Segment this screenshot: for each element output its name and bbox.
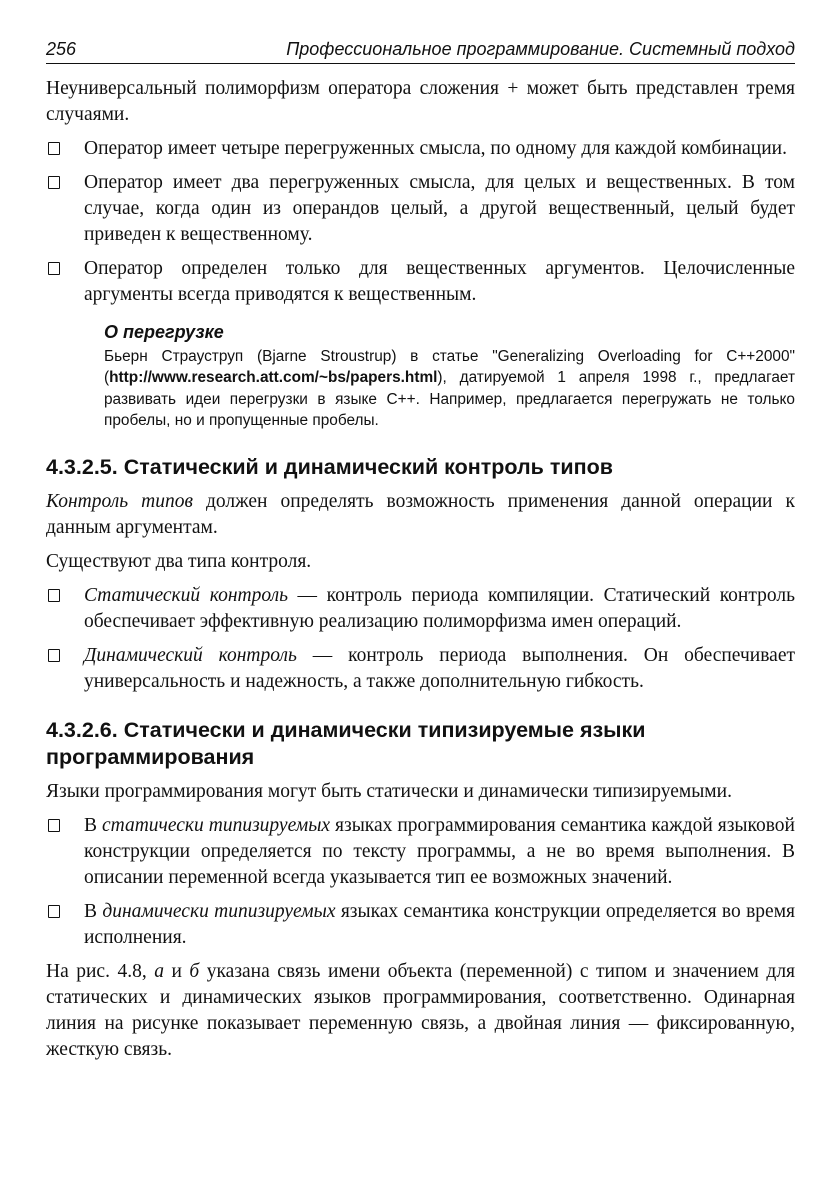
checkbox-bullet-icon [48, 649, 60, 662]
note-link: http://www.research.att.com/~bs/papers.html [109, 369, 438, 386]
list-item-text: языках программирования семантика каждой языковой конструкции определяется по тексту программы, а не во время выполнения. В описании переменной всегда указывается тип ее возможных значений. [84, 814, 795, 888]
list-item [46, 256, 795, 308]
paragraph-text: На рис. 4.8, [46, 960, 155, 982]
figure-part-label: б [189, 960, 200, 982]
paragraph: Языки программирования могут быть статически и динамически типизируемыми. [46, 780, 732, 802]
list-item [46, 170, 795, 248]
checkbox-bullet-icon [48, 262, 60, 275]
page-number: 256 [46, 39, 77, 59]
paragraph [46, 489, 795, 541]
paragraph-text: и [163, 960, 190, 982]
term: Статический контроль [84, 584, 288, 606]
checkbox-bullet-icon [48, 905, 60, 918]
note-text-after: ), датируемой 1 апреля 1998 г., предлагает развивать идеи перегрузки в языке С++. Например, предлагается перегружать не только пробелы, но и пропущенные пробелы. [104, 369, 795, 429]
running-title: Профессиональное программирование. Системный подход [286, 39, 795, 59]
figure-part-label: а [154, 960, 164, 982]
list-item-text: Оператор имеет два перегруженных смысла, для целых и вещественных. В том случае, когда один из операндов целый, а другой вещественный, целый будет приведен к вещественному. [84, 172, 795, 245]
list-item-text: языках семантика конструкции определяется во время исполнения. [84, 900, 796, 948]
list-item-text: В [84, 814, 102, 836]
list-item [46, 136, 795, 162]
intro-paragraph: Неуниверсальный полиморфизм оператора сложения + может быть представлен тремя случаями. [46, 78, 795, 125]
sidebar-note [104, 322, 795, 432]
list-item [46, 643, 795, 695]
note-title: О перегрузке [104, 322, 224, 342]
list-item-text: В [84, 900, 103, 922]
paragraph-text: должен определять возможность применения данной операции к данным аргументам. [46, 490, 795, 538]
paragraph: Существуют два типа контроля. [46, 550, 312, 572]
final-paragraph [46, 959, 795, 1063]
section-heading: 4.3.2.6. Статически и динамически типизируемые языки программирования [46, 717, 646, 769]
main-text [46, 76, 795, 308]
list-item [46, 813, 795, 891]
term: Контроль типов [46, 490, 193, 512]
term: Динамический контроль [84, 644, 297, 666]
list-item-text: Оператор определен только для вещественных аргументов. Целочисленные аргументы всегда приводятся к вещественным. [84, 258, 795, 305]
paragraph-text: указана связь имени объекта (переменной) с типом и значением для статических и динамических языков программирования, соответственно. Одинарная линия на рисунке показывает переменную связь, а двойная линия — фиксированную, жесткую связь. [46, 960, 796, 1060]
section-body [46, 489, 795, 695]
list-item-text: — контроль периода компиляции. Статический контроль обеспечивает эффективную реализацию полиморфизма имен операций. [84, 584, 795, 632]
note-text-before: Бьерн Страуструп (Bjarne Stroustrup) в статье "Generalizing Overloading for C++2000" ( [104, 347, 795, 386]
list-item-text: Оператор имеет четыре перегруженных смысла, по одному для каждой комбинации. [84, 138, 787, 159]
term: динамически типизируемых [102, 900, 336, 922]
note-text [104, 346, 795, 432]
checkbox-bullet-icon [48, 142, 60, 155]
list-item-text: — контроль периода выполнения. Он обеспечивает универсальность и надежность, а также дополнительную гибкость. [84, 644, 796, 692]
section-body [46, 779, 795, 1063]
running-header [46, 36, 795, 64]
list-item [46, 899, 795, 951]
checkbox-bullet-icon [48, 176, 60, 189]
list-item [46, 583, 795, 635]
term: статически типизируемых [101, 814, 331, 836]
checkbox-bullet-icon [48, 589, 60, 602]
section-heading: 4.3.2.5. Статический и динамический контроль типов [46, 454, 613, 479]
book-page [46, 36, 795, 1063]
checkbox-bullet-icon [48, 819, 60, 832]
